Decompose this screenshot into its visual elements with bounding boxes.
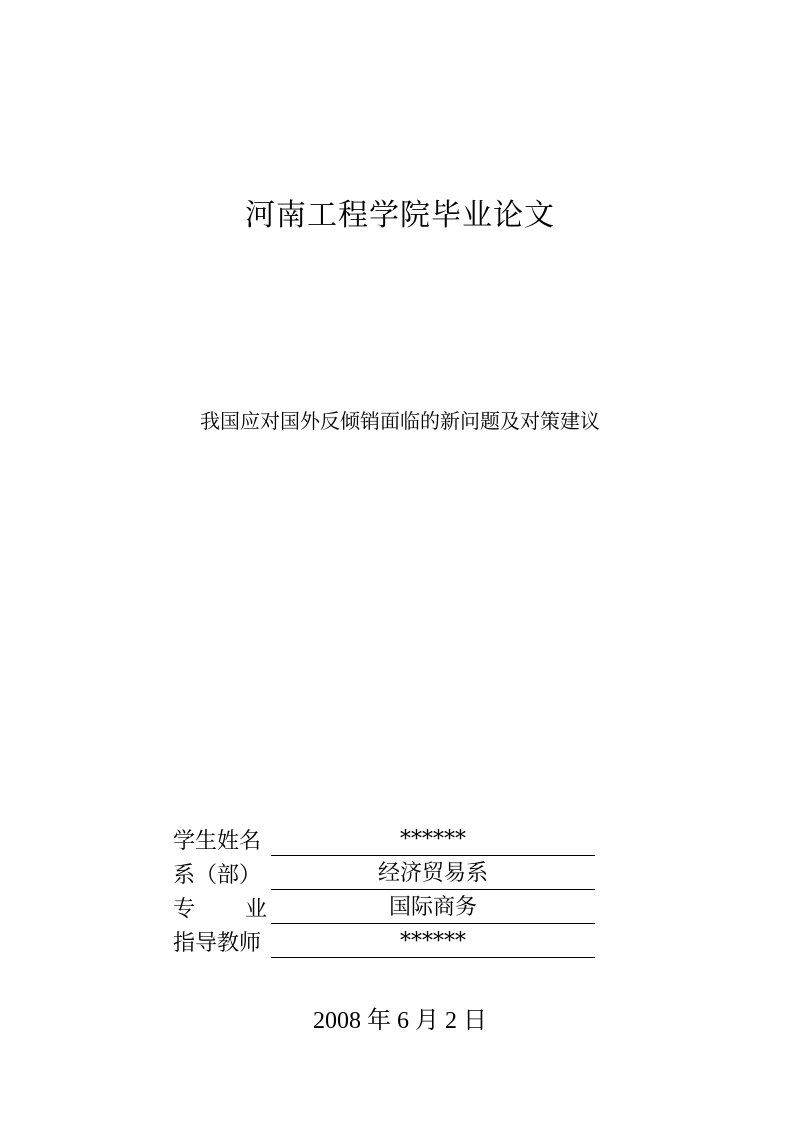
major-label-first-char: 专 — [173, 897, 196, 922]
student-name-label: 学生姓名 — [173, 829, 262, 854]
student-info-block — [173, 822, 603, 958]
major-label-second-char: 业 — [244, 897, 267, 922]
thesis-title: 我国应对国外反倾销面临的新问题及对策建议 — [200, 409, 600, 433]
department-label: 系（部） — [173, 863, 262, 888]
major-label — [173, 896, 271, 924]
advisor-value: ****** — [271, 929, 595, 958]
department-value: 经济贸易系 — [271, 861, 595, 890]
student-name-value: ****** — [271, 827, 595, 856]
info-row-department — [173, 856, 603, 890]
cover-date: 2008 年 6 月 2 日 — [313, 1008, 487, 1034]
major-value: 国际商务 — [271, 895, 595, 924]
info-row-student-name — [173, 822, 603, 856]
info-row-major — [173, 890, 603, 924]
advisor-label: 指导教师 — [173, 931, 262, 956]
info-row-advisor — [173, 924, 603, 958]
school-title: 河南工程学院毕业论文 — [245, 198, 555, 233]
